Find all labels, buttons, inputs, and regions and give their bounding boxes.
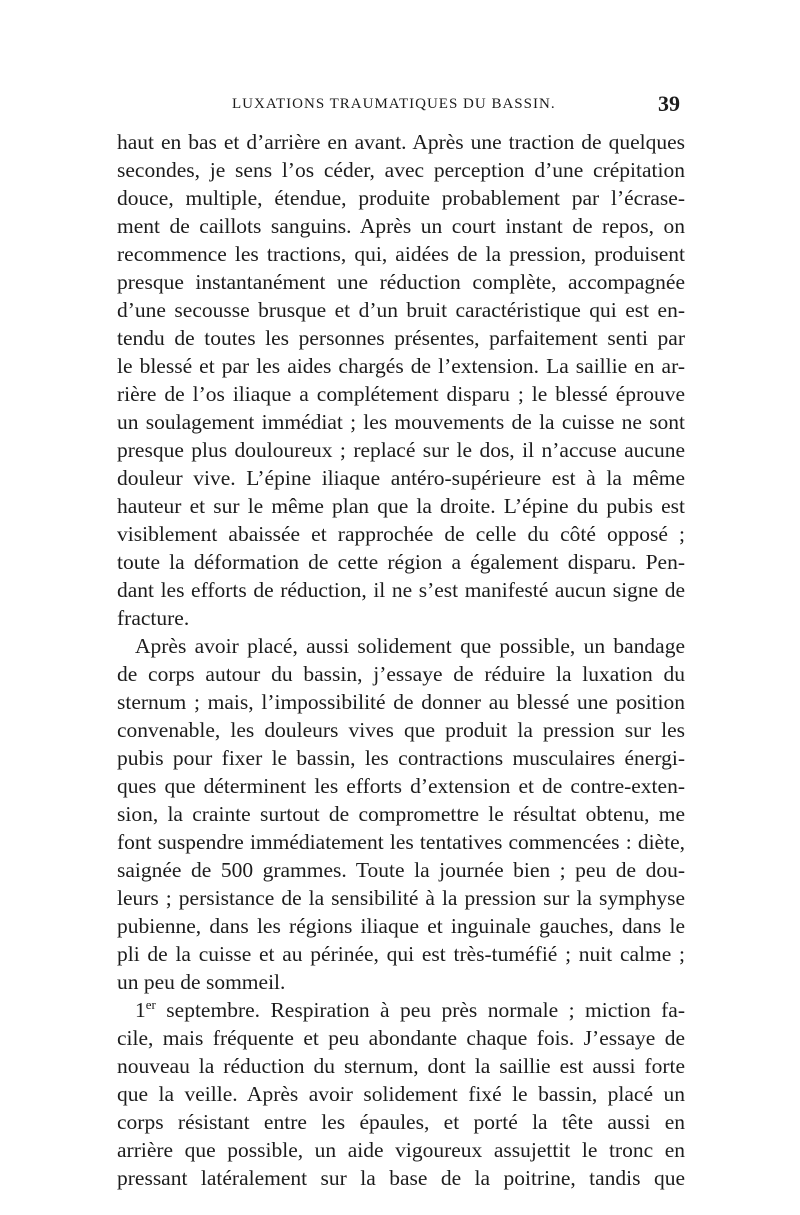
text-line: secondes, je sens l’os céder, avec perception d’une crépitation [117,158,685,182]
text-line: haut en bas et d’arrière en avant. Après une traction de quelques [117,130,685,154]
text-line: visiblement abaissée et rapprochée de celle du côté opposé ; [117,522,685,546]
text-line: fracture. [117,606,190,630]
text-line: ques que déterminent les efforts d’extension et de contre-exten- [117,774,685,798]
text-line: presque instantanément une réduction complète, accompagnée [117,270,685,294]
text-line: que la veille. Après avoir solidement fixé le bassin, placé un [117,1082,685,1106]
text-line: corps résistant entre les épaules, et porté la tête aussi en [117,1110,685,1134]
date-ordinal-suffix: er [145,996,156,1012]
text-line: douce, multiple, étendue, produite probablement par l’écrase- [117,186,685,210]
page-number: 39 [658,91,680,116]
text-line: ment de caillots sanguins. Après un court instant de repos, on [117,214,685,238]
text-line: pubis pour fixer le bassin, les contractions musculaires énergi- [117,746,685,770]
text-line: leurs ; persistance de la sensibilité à la pression sur la symphyse [117,886,685,910]
text-line: arrière que possible, un aide vigoureux assujettit le tronc en [117,1138,685,1162]
text-line: font suspendre immédiatement les tentatives commencées : diète, [117,830,685,854]
text-line: Après avoir placé, aussi solidement que possible, un bandage [135,634,685,658]
text-line: presque plus douloureux ; replacé sur le dos, il n’accuse aucune [117,438,685,462]
text-line: sternum ; mais, l’impossibilité de donner au blessé une position [117,690,685,714]
text-line: dant les efforts de réduction, il ne s’est manifesté aucun signe de [117,578,685,602]
text-line: cile, mais fréquente et peu abondante chaque fois. J’essaye de [117,1026,685,1050]
date-ordinal-number: 1 [135,998,146,1022]
text-line: de corps autour du bassin, j’essaye de réduire la luxation du [117,662,685,686]
text-line: rière de l’os iliaque a complétement disparu ; le blessé éprouve [117,382,685,406]
text-line: saignée de 500 grammes. Toute la journée bien ; peu de dou- [117,858,685,882]
text-line: le blessé et par les aides chargés de l’extension. La saillie en ar- [117,354,685,378]
text-line: hauteur et sur le même plan que la droite. L’épine du pubis est [117,494,685,518]
text-line: un peu de sommeil. [117,970,286,994]
date-line-text: septembre. Respiration à peu près normale ; miction fa- [166,998,686,1022]
text-line: toute la déformation de cette région a également disparu. Pen- [117,550,685,574]
text-line: pli de la cuisse et au périnée, qui est très-tuméfié ; nuit calme ; [117,942,685,966]
text-line: pubienne, dans les régions iliaque et inguinale gauches, dans le [117,914,685,938]
text-line: recommence les tractions, qui, aidées de la pression, produisent [117,242,685,266]
running-title: LUXATIONS TRAUMATIQUES DU BASSIN. [232,96,556,112]
text-line: pressant latéralement sur la base de la poitrine, tandis que [117,1166,685,1190]
text-line: convenable, les douleurs vives que produit la pression sur les [117,718,685,742]
text-line: un soulagement immédiat ; les mouvements de la cuisse ne sont [117,410,685,434]
text-line: tendu de toutes les personnes présentes, parfaitement senti par [117,326,685,350]
text-line: d’une secousse brusque et d’un bruit caractéristique qui est en- [117,298,685,322]
text-line: douleur vive. L’épine iliaque antéro-supérieure est à la même [117,466,685,490]
text-line: sion, la crainte surtout de compromettre le résultat obtenu, me [117,802,685,826]
text-line: nouveau la réduction du sternum, dont la saillie est aussi forte [117,1054,685,1078]
text-line-dated [135,996,685,1024]
